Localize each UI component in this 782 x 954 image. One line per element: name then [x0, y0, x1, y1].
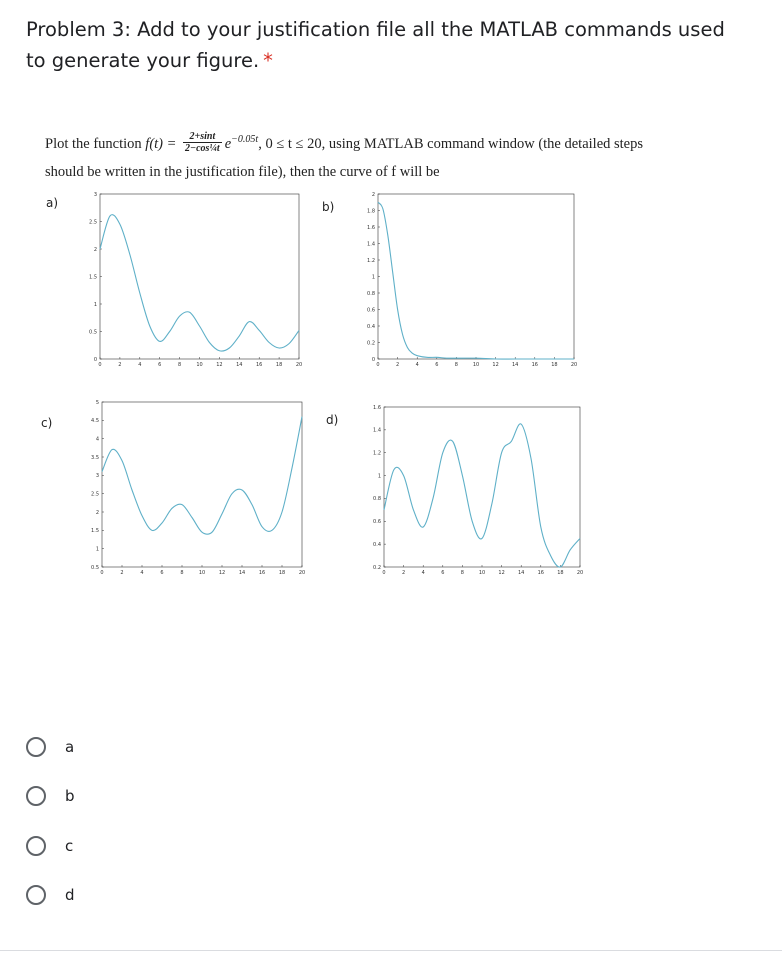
y-tick-label: 5	[95, 399, 99, 406]
plot-c	[80, 398, 306, 583]
x-tick-label: 20	[570, 362, 578, 368]
radio-d[interactable]	[26, 885, 46, 905]
x-tick-label: 12	[498, 570, 505, 576]
y-tick-label: 0.8	[367, 290, 375, 297]
option-b[interactable]	[26, 782, 226, 810]
y-tick-label: 0	[93, 356, 97, 363]
fraction-denominator: 2−cos¼t	[185, 143, 220, 154]
problem-image	[24, 118, 724, 603]
y-tick-label: 0.4	[373, 541, 381, 548]
plot-d	[362, 403, 584, 583]
x-tick-label: 10	[198, 570, 206, 576]
y-tick-label: 1.8	[367, 208, 375, 215]
x-tick-label: 20	[298, 570, 306, 576]
required-asterisk: *	[263, 49, 273, 72]
option-d-label: d	[65, 886, 75, 904]
x-tick-label: 18	[278, 570, 286, 576]
x-tick-label: 16	[256, 362, 263, 368]
y-tick-label: 1.2	[367, 257, 375, 264]
option-b-label: b	[65, 787, 75, 805]
x-tick-label: 14	[236, 362, 243, 368]
y-tick-label: 0.5	[89, 329, 97, 336]
option-c[interactable]	[26, 832, 226, 860]
radio-b[interactable]	[26, 786, 46, 806]
axes-box	[102, 402, 302, 567]
y-tick-label: 2.5	[91, 491, 99, 498]
panel-label-a: a)	[46, 196, 59, 210]
x-tick-label: 2	[396, 362, 400, 368]
statement-prefix: Plot the function	[45, 135, 142, 152]
y-tick-label: 0.5	[91, 564, 99, 571]
x-tick-label: 4	[421, 570, 425, 576]
y-tick-label: 4.5	[91, 418, 99, 425]
x-tick-label: 18	[275, 362, 283, 368]
fraction-numerator: 2+sint	[183, 131, 222, 143]
y-tick-label: 0.6	[373, 519, 381, 526]
option-d[interactable]	[26, 881, 226, 909]
x-tick-label: 12	[216, 362, 223, 368]
y-tick-label: 0.6	[367, 307, 375, 314]
y-tick-label: 2	[93, 246, 97, 253]
y-tick-label: 1	[371, 274, 375, 281]
y-tick-label: 0.2	[367, 340, 375, 347]
exp-power: −0.05t	[231, 134, 259, 145]
x-tick-label: 6	[158, 362, 162, 368]
x-tick-label: 18	[557, 570, 564, 576]
x-tick-label: 18	[551, 362, 558, 368]
x-tick-label: 8	[180, 570, 184, 576]
y-tick-label: 1.4	[373, 427, 381, 434]
y-tick-label: 1	[377, 473, 381, 480]
x-tick-label: 0	[376, 362, 380, 368]
y-tick-label: 1.5	[91, 528, 99, 535]
y-tick-label: 0.8	[373, 496, 381, 503]
axes-box	[378, 194, 574, 359]
y-tick-label: 1	[93, 301, 97, 308]
question-title-text: Problem 3: Add to your justification file all the MATLAB commands used to generate your figure.	[26, 18, 725, 72]
x-tick-label: 10	[478, 570, 486, 576]
x-tick-label: 16	[537, 570, 544, 576]
y-tick-label: 4	[95, 436, 99, 443]
x-tick-label: 0	[98, 362, 102, 368]
function-fraction	[183, 131, 222, 154]
x-tick-label: 2	[402, 570, 406, 576]
y-tick-label: 1.4	[367, 241, 375, 248]
x-tick-label: 6	[441, 570, 445, 576]
y-tick-label: 2	[95, 509, 99, 516]
option-a-label: a	[65, 738, 75, 756]
y-tick-label: 2.5	[89, 219, 97, 226]
x-tick-label: 12	[218, 570, 226, 576]
problem-statement	[45, 126, 725, 186]
plot-b	[356, 190, 578, 375]
panel-label-b: b)	[322, 200, 335, 214]
x-tick-label: 0	[382, 570, 386, 576]
y-tick-label: 3	[95, 473, 99, 480]
x-tick-label: 6	[435, 362, 439, 368]
y-tick-label: 2	[371, 191, 375, 198]
x-tick-label: 16	[531, 362, 538, 368]
x-tick-label: 20	[576, 570, 584, 576]
x-tick-label: 8	[454, 362, 458, 368]
plot-a	[78, 190, 303, 375]
x-tick-label: 6	[160, 570, 164, 576]
x-tick-label: 12	[492, 362, 499, 368]
y-tick-label: 0	[371, 356, 375, 363]
radio-c[interactable]	[26, 836, 46, 856]
radio-a[interactable]	[26, 737, 46, 757]
y-tick-label: 1.6	[373, 404, 381, 411]
y-tick-label: 1.5	[89, 274, 97, 281]
x-tick-label: 10	[196, 362, 203, 368]
x-tick-label: 0	[100, 570, 104, 576]
panel-label-d: d)	[326, 413, 339, 427]
x-tick-label: 2	[120, 570, 124, 576]
y-tick-label: 3	[93, 191, 97, 198]
y-tick-label: 0.2	[373, 564, 381, 571]
axes-box	[384, 407, 580, 567]
x-tick-label: 16	[258, 570, 266, 576]
x-tick-label: 14	[512, 362, 519, 368]
statement-rest: , 0 ≤ t ≤ 20, using MATLAB command window (the detailed steps	[258, 135, 644, 152]
x-tick-label: 14	[238, 570, 246, 576]
y-tick-label: 1.2	[373, 450, 381, 457]
axes-box	[100, 194, 299, 359]
x-tick-label: 4	[415, 362, 419, 368]
option-c-label: c	[65, 837, 74, 855]
x-tick-label: 2	[118, 362, 122, 368]
statement-line2: should be written in the justification file), then the curve of f will be	[45, 163, 440, 180]
panel-label-c: c)	[41, 416, 53, 430]
y-tick-label: 1	[95, 546, 99, 553]
x-tick-label: 4	[140, 570, 144, 576]
y-tick-label: 1.6	[367, 224, 375, 231]
question-title	[26, 14, 746, 76]
exp-base: e	[224, 135, 232, 152]
x-tick-label: 4	[138, 362, 142, 368]
x-tick-label: 8	[178, 362, 182, 368]
y-tick-label: 3.5	[91, 454, 99, 461]
option-a[interactable]	[26, 733, 226, 761]
x-tick-label: 20	[295, 362, 303, 368]
function-lhs: f(t) =	[145, 135, 177, 152]
x-tick-label: 8	[460, 570, 464, 576]
y-tick-label: 0.4	[367, 323, 375, 330]
x-tick-label: 10	[472, 362, 480, 368]
x-tick-label: 14	[518, 570, 525, 576]
